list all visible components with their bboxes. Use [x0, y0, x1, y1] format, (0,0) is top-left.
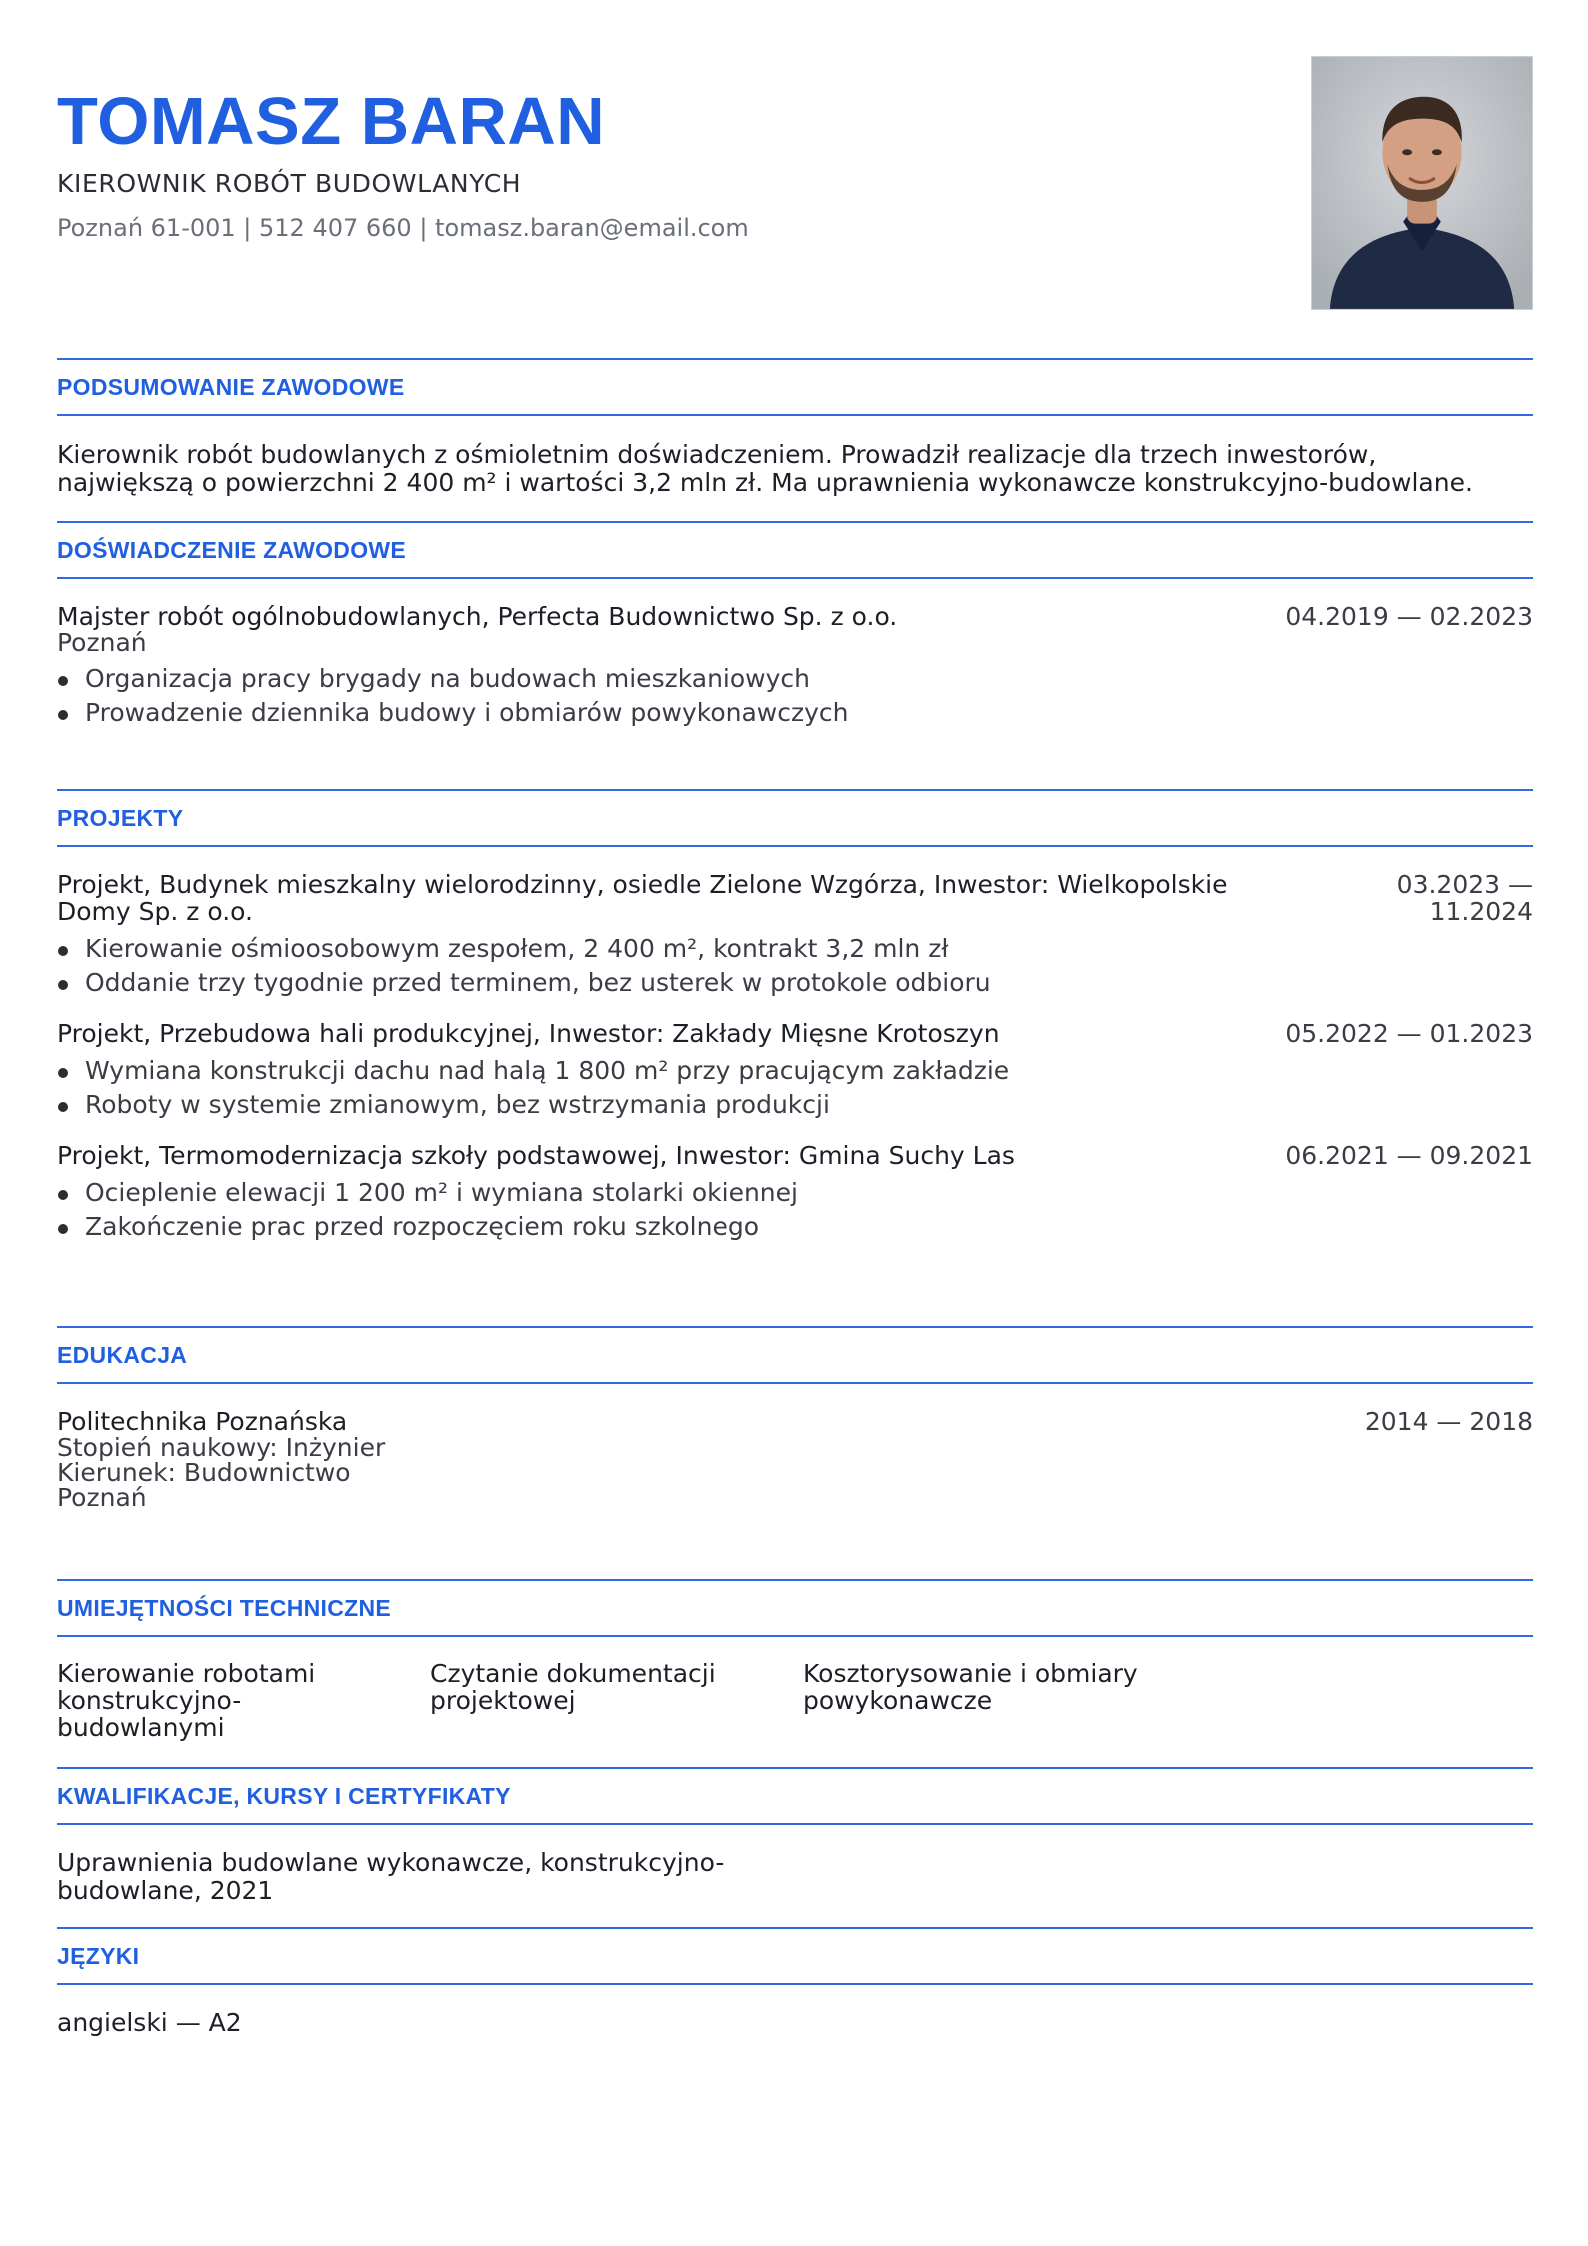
- section-heading: DOŚWIADCZENIE ZAWODOWE: [57, 536, 407, 563]
- project-dates: [1397, 871, 1533, 925]
- education-section: [57, 1326, 1533, 1510]
- qualification-line: budowlane, 2021: [57, 1876, 274, 1905]
- section-heading: PODSUMOWANIE ZAWODOWE: [57, 373, 405, 400]
- skills-section: [57, 1579, 1533, 1741]
- resume-page: [57, 0, 1533, 2037]
- qualifications-heading-bar: [57, 1767, 1533, 1825]
- section-heading: UMIEJĘTNOŚCI TECHNICZNE: [57, 1594, 392, 1621]
- education-heading-bar: [57, 1326, 1533, 1384]
- skill-line: Czytanie dokumentacji: [430, 1659, 716, 1688]
- project-dates: 06.2021 — 09.2021: [1285, 1141, 1533, 1170]
- profile-photo: [1311, 56, 1533, 310]
- skill-line: konstrukcyjno-: [57, 1686, 242, 1715]
- project-title: Projekt, Przebudowa hali produkcyjnej, Inwestor: Zakłady Mięsne Krotoszyn: [57, 1019, 1000, 1048]
- project-title: [57, 871, 1317, 925]
- languages-section: [57, 1927, 1533, 2037]
- skill-line: budowlanymi: [57, 1713, 225, 1742]
- skill-item: [57, 1660, 430, 1741]
- project-entry: [57, 1142, 1533, 1244]
- experience-entry: [57, 603, 1533, 730]
- project-bullets: [57, 932, 1533, 1000]
- section-heading: PROJEKTY: [57, 804, 184, 831]
- job-location: Poznań: [57, 628, 147, 657]
- project-title-line: Projekt, Budynek mieszkalny wielorodzinny, osiedle Zielone Wzgórza, Inwestor: Wielkopolskie: [57, 870, 1228, 899]
- skills-grid: [57, 1660, 1533, 1741]
- languages-heading-bar: [57, 1927, 1533, 1985]
- skill-item: [430, 1660, 803, 1741]
- summary-line: największą o powierzchni 2 400 m² i wartości 3,2 mln zł. Ma uprawnienia wykonawcze konstrukcyjno-budowlane.: [57, 468, 1473, 497]
- section-heading: EDUKACJA: [57, 1341, 188, 1368]
- education-location: Poznań: [57, 1483, 147, 1512]
- project-title: Projekt, Termomodernizacja szkoły podstawowej, Inwestor: Gmina Suchy Las: [57, 1141, 1015, 1170]
- list-item: Oddanie trzy tygodnie przed terminem, bez usterek w protokole odbioru: [57, 966, 1533, 1000]
- education-degree: Stopień naukowy: Inżynier: [57, 1433, 386, 1462]
- skill-line: projektowej: [430, 1686, 576, 1715]
- summary-section: [57, 358, 1533, 497]
- skill-line: Kierowanie robotami: [57, 1659, 316, 1688]
- skill-line: powykonawcze: [803, 1686, 993, 1715]
- candidate-name: TOMASZ BARAN: [57, 84, 606, 159]
- summary-heading-bar: [57, 358, 1533, 416]
- qualification-item: [57, 1849, 1533, 1905]
- school-name: Politechnika Poznańska: [57, 1407, 348, 1436]
- education-dates: 2014 — 2018: [1364, 1407, 1533, 1436]
- section-heading: KWALIFIKACJE, KURSY I CERTYFIKATY: [57, 1782, 511, 1809]
- qualifications-section: [57, 1767, 1533, 1905]
- list-item: Roboty w systemie zmianowym, bez wstrzymania produkcji: [57, 1088, 1533, 1122]
- list-item: Zakończenie prac przed rozpoczęciem roku szkolnego: [57, 1210, 1533, 1244]
- project-bullets: [57, 1054, 1533, 1122]
- section-heading: JĘZYKI: [57, 1942, 140, 1969]
- experience-heading-bar: [57, 521, 1533, 579]
- summary-line: Kierownik robót budowlanych z ośmioletnim doświadczeniem. Prowadził realizacje dla trzech inwestorów,: [57, 440, 1377, 469]
- projects-heading-bar: [57, 789, 1533, 847]
- resume-header: [57, 0, 1533, 326]
- project-entry: [57, 1020, 1533, 1122]
- list-item: Organizacja pracy brygady na budowach mieszkaniowych: [57, 662, 1533, 696]
- summary-text: [57, 441, 1533, 497]
- skill-item: [803, 1660, 1176, 1741]
- job-position: Majster robót ogólnobudowlanych, Perfecta Budownictwo Sp. z o.o.: [57, 602, 898, 631]
- job-title: KIEROWNIK ROBÓT BUDOWLANYCH: [57, 169, 522, 198]
- language-item: angielski — A2: [57, 2008, 242, 2037]
- skills-heading-bar: [57, 1579, 1533, 1637]
- projects-section: [57, 789, 1533, 1244]
- project-title-line: Domy Sp. z o.o.: [57, 897, 253, 926]
- project-bullets: [57, 1176, 1533, 1244]
- project-dates-line: 03.2023 —: [1396, 870, 1533, 899]
- job-dates: 04.2019 — 02.2023: [1285, 602, 1533, 631]
- education-entry: [57, 1408, 1533, 1510]
- list-item: Kierowanie ośmioosobowym zespołem, 2 400 m², kontrakt 3,2 mln zł: [57, 932, 1533, 966]
- contact-info: Poznań 61-001 | 512 407 660 | tomasz.baran@email.com: [57, 214, 749, 242]
- experience-section: [57, 521, 1533, 730]
- project-entry: [57, 871, 1533, 1000]
- education-field: Kierunek: Budownictwo: [57, 1458, 351, 1487]
- list-item: Ocieplenie elewacji 1 200 m² i wymiana stolarki okiennej: [57, 1176, 1533, 1210]
- project-dates-line: 11.2024: [1429, 897, 1533, 926]
- list-item: Prowadzenie dziennika budowy i obmiarów powykonawczych: [57, 696, 1533, 730]
- skill-line: Kosztorysowanie i obmiary: [803, 1659, 1138, 1688]
- list-item: Wymiana konstrukcji dachu nad halą 1 800 m² przy pracującym zakładzie: [57, 1054, 1533, 1088]
- qualification-line: Uprawnienia budowlane wykonawcze, konstrukcyjno-: [57, 1848, 725, 1877]
- job-bullets: [57, 662, 1533, 730]
- project-dates: 05.2022 — 01.2023: [1285, 1019, 1533, 1048]
